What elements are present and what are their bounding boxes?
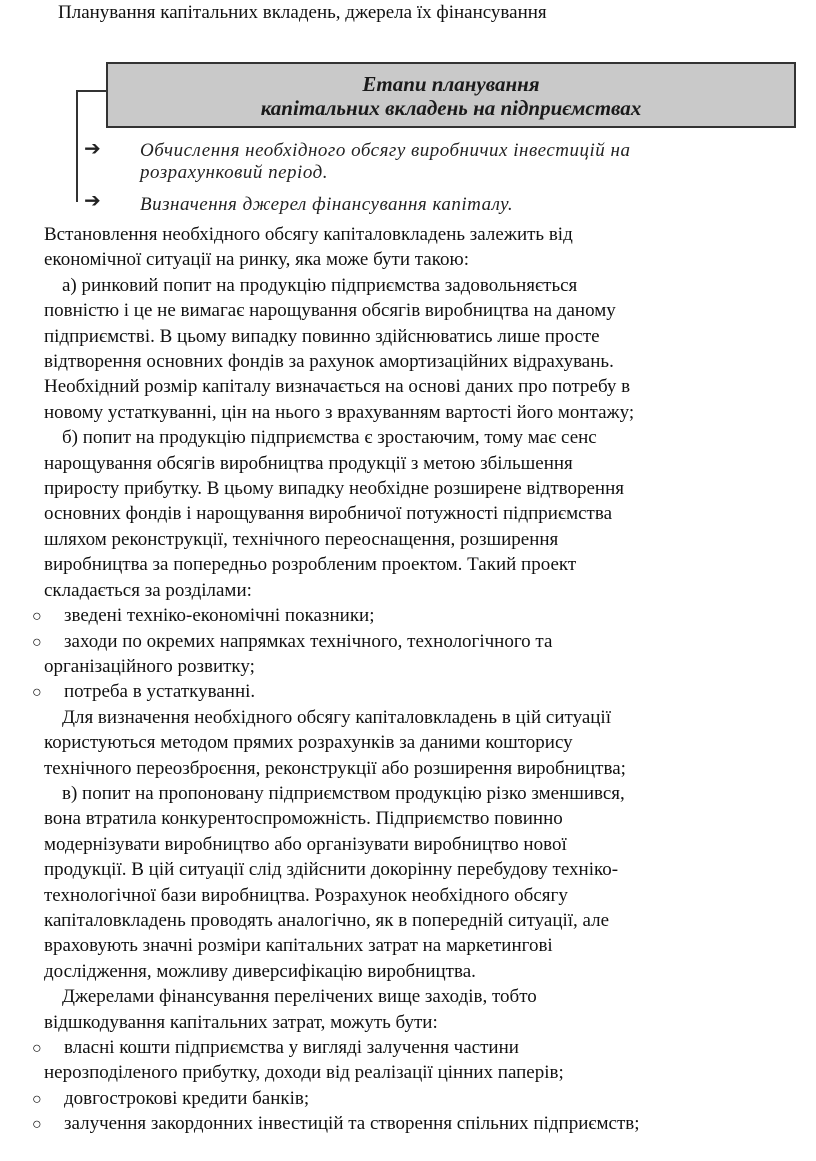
stages-box-title-line1: Етапи планування xyxy=(362,72,540,96)
page-title: Планування капітальних вкладень, джерела їх фінансування xyxy=(58,2,547,23)
text-line: технічного переозброєння, реконструкції або розширення виробництва; xyxy=(44,757,626,779)
stages-box-title-line2: капітальних вкладень на підприємствах xyxy=(260,96,642,120)
list-item-text: заходи по окремих напрямках технічного, технологічного та xyxy=(64,630,553,652)
list-item xyxy=(32,603,784,628)
text-line: відтворення основних фондів за рахунок амортизаційних відрахувань. xyxy=(44,351,614,373)
text-line: виробництва за попередньо розробленим проектом. Такий проект xyxy=(44,554,577,576)
stage-item-2: Визначення джерел фінансування капіталу. xyxy=(140,194,514,215)
text-line: нарощування обсягів виробництва продукції з метою збільшення xyxy=(44,452,573,474)
circle-bullet-icon: ○ xyxy=(32,684,42,702)
text-line: модернізувати виробництво або організувати виробництво нової xyxy=(44,833,567,855)
text-line: капіталовкладень проводять аналогічно, як в попередній ситуації, але xyxy=(44,909,610,931)
text-line: складається за розділами: xyxy=(44,579,252,601)
list-item xyxy=(32,1035,784,1060)
list-item xyxy=(32,679,784,704)
text-line: відшкодування капітальних затрат, можуть бути: xyxy=(44,1011,438,1033)
circle-bullet-icon: ○ xyxy=(32,1116,42,1134)
list-item-text: залучення закордонних інвестицій та створення спільних підприємств; xyxy=(64,1113,640,1135)
list-item-text: зведені техніко-економічні показники; xyxy=(64,605,375,627)
text-line: нерозподіленого прибутку, доходи від реалізації цінних паперів; xyxy=(44,1062,564,1084)
list-item-text: довгострокові кредити банків; xyxy=(64,1087,310,1109)
text-line: шляхом реконструкції, технічного переоснащення, розширення xyxy=(44,528,559,550)
text-line: підприємстві. В цьому випадку повинно здійснюватись лише просте xyxy=(44,325,600,347)
text-line: Джерелами фінансування перелічених вище заходів, тобто xyxy=(62,986,537,1008)
text-line: повністю і це не вимагає нарощування обсягів виробництва на даному xyxy=(44,300,616,322)
text-line: Необхідний розмір капіталу визначається на основі даних про потребу в xyxy=(44,376,631,398)
stages-box xyxy=(106,62,796,128)
text-line: новому устаткуванні, цін на нього з врахуванням вартості його монтажу; xyxy=(44,401,635,423)
text-line: в) попит на пропоновану підприємством продукцію різко зменшився, xyxy=(62,782,625,804)
text-line: а) ринковий попит на продукцію підприємства задовольняється xyxy=(62,274,578,296)
list-item-text: потреба в устаткуванні. xyxy=(64,681,256,703)
right-arrow-icon: ➔ xyxy=(84,190,101,212)
circle-bullet-icon: ○ xyxy=(32,608,42,626)
circle-bullet-icon: ○ xyxy=(32,1040,42,1057)
stage-item-1-line1: Обчислення необхідного обсягу виробничих інвестицій на xyxy=(140,140,631,161)
stage-item-1-line2: розрахунковий період. xyxy=(140,162,328,183)
text-line: організаційного розвитку; xyxy=(44,655,255,677)
text-line: дослідження, можливу диверсифікацію виробництва. xyxy=(44,960,476,982)
stage-item-1 xyxy=(140,140,630,184)
text-line: б) попит на продукцію підприємства є зростаючим, тому має сенс xyxy=(62,427,597,449)
list-item-text: власні кошти підприємства у вигляді залучення частини xyxy=(64,1037,519,1058)
circle-bullet-icon: ○ xyxy=(32,633,42,651)
text-line: технологічної бази виробництва. Розрахунок необхідного обсягу xyxy=(44,884,568,906)
text-line: продукції. В цій ситуації слід здійснити докорінну перебудову техніко- xyxy=(44,859,619,881)
list-item xyxy=(32,1086,784,1111)
text-line: користуються методом прямих розрахунків за даними кошторису xyxy=(44,732,573,754)
text-line: вона втратила конкурентоспроможність. Підприємство повинно xyxy=(44,808,563,830)
list-item xyxy=(32,1111,784,1136)
text-line: приросту прибутку. В цьому випадку необхідне розширене відтворення xyxy=(44,478,624,500)
text-line: враховують значні розміри капітальних затрат на маркетингові xyxy=(44,935,553,957)
text-line: Встановлення необхідного обсягу капіталовкладень залежить від xyxy=(44,224,573,245)
text-line: основних фондів і нарощування виробничої потужності підприємства xyxy=(44,503,613,525)
text-line: економічної ситуації на ринку, яка може бути такою: xyxy=(44,249,469,271)
body-text xyxy=(32,222,784,1137)
text-line: Для визначення необхідного обсягу капіталовкладень в цій ситуації xyxy=(62,706,611,728)
right-arrow-icon: ➔ xyxy=(84,138,101,160)
circle-bullet-icon: ○ xyxy=(32,1090,42,1108)
list-item xyxy=(32,629,784,654)
